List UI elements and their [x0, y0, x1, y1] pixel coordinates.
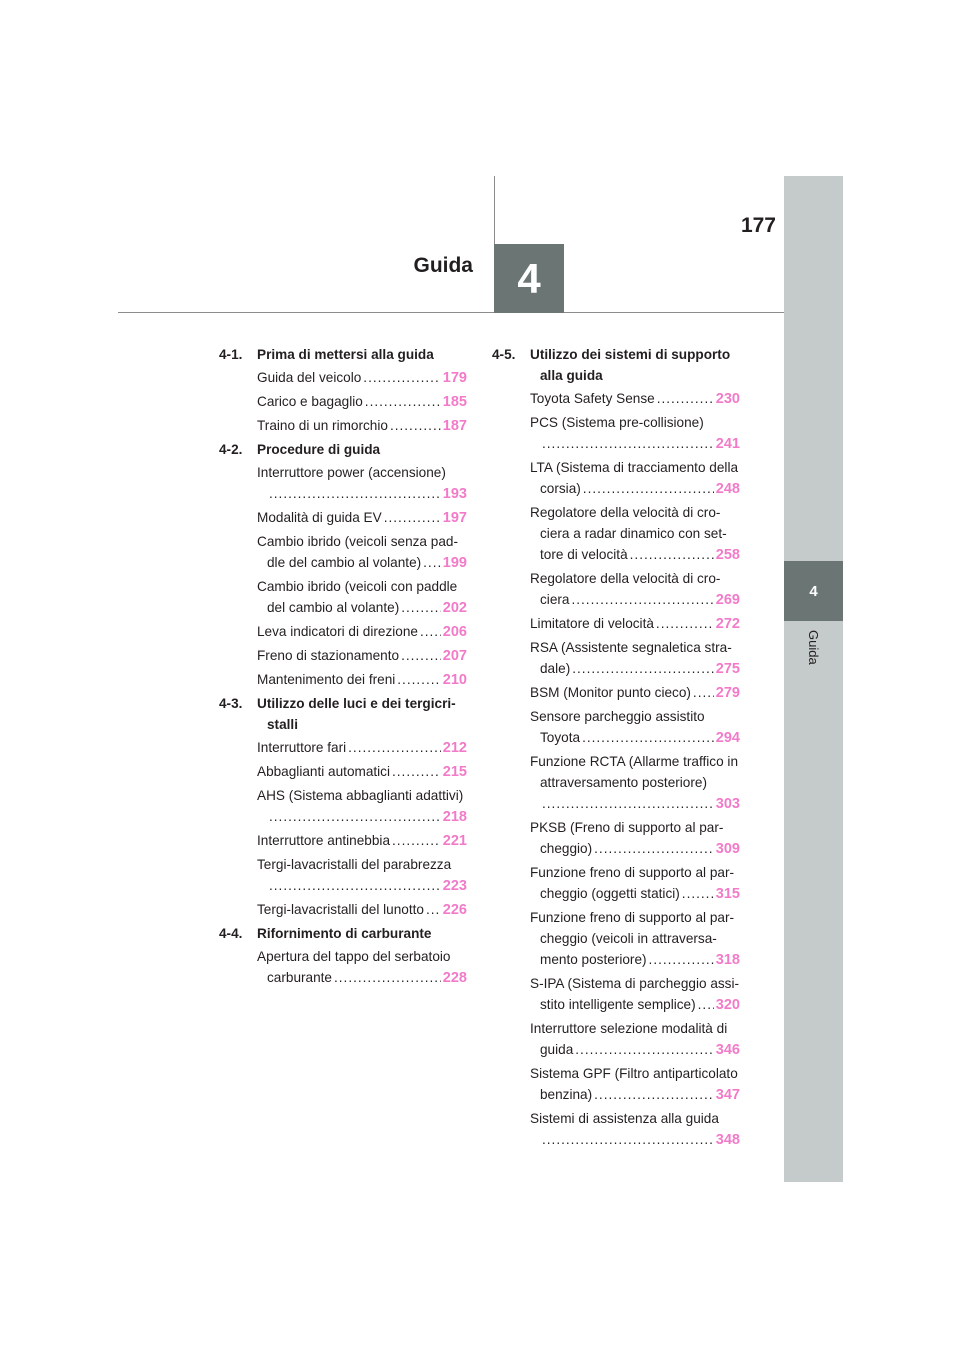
entry-leader-row	[530, 658, 740, 680]
page-reference-link[interactable]: 212	[442, 740, 467, 756]
dot-leader	[269, 806, 441, 827]
entry-text-line: Limitatore di velocità	[530, 616, 654, 631]
toc-entry[interactable]	[257, 899, 467, 921]
entry-text-line: BSM (Monitor punto cieco)	[530, 685, 691, 700]
entry-text-line: Modalità di guida EV	[257, 510, 382, 525]
page-reference-link[interactable]: 279	[715, 685, 740, 701]
entry-leader-row	[257, 967, 467, 989]
page-reference-link[interactable]: 315	[715, 886, 740, 902]
entry-leader-row	[530, 883, 740, 905]
toc-entry[interactable]	[257, 576, 467, 619]
entry-text-line: corsia)	[540, 481, 581, 496]
entry-leader-row	[257, 669, 467, 691]
entry-text-line: Interruttore antinebbia	[257, 833, 391, 848]
entry-text-line: Regolatore della velocità di cro-	[530, 505, 721, 520]
entry-text-line: guida	[540, 1042, 574, 1057]
dot-leader	[594, 1084, 714, 1105]
section-title-line: Rifornimento di carburante	[257, 926, 432, 941]
entry-text-line: Interruttore selezione modalità di	[530, 1021, 728, 1036]
page-reference-link[interactable]: 197	[442, 510, 467, 526]
entry-text-line: Apertura del tappo del serbatoio	[257, 949, 451, 964]
page-reference-link[interactable]: 303	[715, 796, 740, 812]
page-reference-link[interactable]: 272	[715, 616, 740, 632]
toc-entry[interactable]	[257, 367, 467, 389]
page-reference-link[interactable]: 223	[442, 878, 467, 894]
header-divider-vertical	[494, 176, 495, 244]
entry-leader-row	[530, 838, 740, 860]
entry-leader-row	[257, 367, 467, 389]
toc-entry[interactable]	[530, 706, 740, 749]
entry-leader-row	[530, 544, 740, 566]
toc-entry[interactable]	[530, 568, 740, 611]
entry-text-line: Interruttore fari	[257, 740, 347, 755]
entry-text-line: stito intelligente semplice)	[540, 997, 696, 1012]
dot-leader	[571, 589, 713, 610]
entry-text-line: Sensore parcheggio assistito	[530, 709, 705, 724]
toc-entry[interactable]	[530, 907, 740, 971]
dot-leader	[698, 994, 714, 1015]
entry-leader-row	[530, 1084, 740, 1106]
dot-leader	[334, 967, 441, 988]
toc-section-heading	[219, 439, 467, 460]
toc-entry[interactable]	[257, 507, 467, 529]
entry-text-line: Leva indicatori di direzione	[257, 624, 418, 639]
page-reference-link[interactable]: 309	[715, 841, 740, 857]
dot-leader	[630, 544, 714, 565]
entry-text-line: cheggio (veicoli in attraversa-	[540, 931, 717, 946]
section-number: 4-5.	[492, 347, 516, 362]
chapter-title: Guida	[413, 254, 473, 277]
toc-entry[interactable]	[257, 531, 467, 574]
toc-entry[interactable]	[257, 645, 467, 667]
page-reference-link[interactable]: 258	[715, 547, 740, 563]
page-reference-link[interactable]: 207	[442, 648, 467, 664]
toc-entry[interactable]	[257, 462, 467, 505]
entry-leader-row	[530, 613, 740, 635]
entry-text-line: Toyota	[540, 730, 581, 745]
entry-text-line: Traino di un rimorchio	[257, 418, 388, 433]
section-title-line: Utilizzo delle luci e dei tergicri-	[257, 696, 456, 711]
toc-entry[interactable]	[257, 391, 467, 413]
page-reference-link[interactable]: 187	[442, 418, 467, 434]
toc-column-right	[492, 344, 740, 1153]
section-title-line: stalli	[267, 717, 298, 732]
page-reference-link[interactable]: 318	[715, 952, 740, 968]
entry-leader-row	[257, 806, 467, 828]
entry-text-line: PKSB (Freno di supporto al par-	[530, 820, 724, 835]
toc-entry[interactable]	[530, 388, 740, 410]
section-number: 4-2.	[219, 442, 243, 457]
entry-text-line: Freno di stazionamento	[257, 648, 400, 663]
entry-leader-row	[257, 391, 467, 413]
side-chapter-tab[interactable]: 4	[784, 561, 843, 621]
entry-text-line: attraversamento posteriore)	[540, 775, 707, 790]
entry-leader-row	[257, 621, 467, 643]
entry-leader-row	[257, 483, 467, 505]
entry-leader-row	[257, 415, 467, 437]
entry-text-line: Guida del veicolo	[257, 370, 362, 385]
page-reference-link[interactable]: 248	[715, 481, 740, 497]
entry-leader-row	[257, 899, 467, 921]
dot-leader	[392, 761, 441, 782]
page-reference-link[interactable]: 206	[442, 624, 467, 640]
entry-text-line: Tergi-lavacristalli del lunotto	[257, 902, 424, 917]
page-reference-link[interactable]: 275	[715, 661, 740, 677]
entry-leader-row	[257, 875, 467, 897]
dot-leader	[363, 367, 441, 388]
chapter-number-box: 4	[494, 244, 564, 313]
entry-leader-row	[530, 949, 740, 971]
entry-leader-row	[530, 793, 740, 815]
entry-text-line: Cambio ibrido (veicoli con paddle	[257, 579, 458, 594]
dot-leader	[392, 830, 441, 851]
toc-section-heading	[219, 344, 467, 365]
entry-text-line: del cambio al volante)	[267, 600, 400, 615]
page-reference-link[interactable]: 346	[715, 1042, 740, 1058]
dot-leader	[572, 658, 714, 679]
toc-entry[interactable]	[257, 669, 467, 691]
entry-text-line: Mantenimento dei freni	[257, 672, 396, 687]
toc-entry[interactable]	[530, 637, 740, 680]
entry-leader-row	[530, 478, 740, 500]
entry-text-line: cheggio (oggetti statici)	[540, 886, 680, 901]
toc-entry[interactable]	[257, 785, 467, 828]
entry-text-line: tore di velocità	[540, 547, 628, 562]
header-divider-horizontal	[118, 312, 784, 313]
entry-text-line: Toyota Safety Sense	[530, 391, 655, 406]
dot-leader	[649, 949, 714, 970]
toc-entry[interactable]	[530, 1108, 740, 1151]
entry-text-line: LTA (Sistema di tracciamento della	[530, 460, 739, 475]
toc-entry[interactable]	[530, 751, 740, 815]
toc-section-heading	[219, 693, 467, 735]
dot-leader	[582, 727, 714, 748]
entry-leader-row	[257, 552, 467, 574]
toc-entry[interactable]	[530, 1018, 740, 1061]
entry-text-line: ciera	[540, 592, 570, 607]
dot-leader	[397, 669, 441, 690]
entry-text-line: mento posteriore)	[540, 952, 647, 967]
dot-leader	[542, 1129, 714, 1150]
entry-leader-row	[530, 994, 740, 1016]
entry-leader-row	[530, 433, 740, 455]
dot-leader	[657, 388, 714, 409]
dot-leader	[594, 838, 714, 859]
page-reference-link[interactable]: 228	[442, 970, 467, 986]
page-reference-link[interactable]: 193	[442, 486, 467, 502]
toc-entry[interactable]	[257, 854, 467, 897]
dot-leader	[384, 507, 441, 528]
entry-text-line: Regolatore della velocità di cro-	[530, 571, 721, 586]
entry-text-line: Tergi-lavacristalli del parabrezza	[257, 857, 452, 872]
entry-text-line: S-IPA (Sistema di parcheggio assi-	[530, 976, 740, 991]
page-reference-link[interactable]: 199	[442, 555, 467, 571]
toc-entry[interactable]	[530, 412, 740, 455]
entry-text-line: PCS (Sistema pre-collisione)	[530, 415, 704, 430]
entry-text-line: Carico e bagaglio	[257, 394, 363, 409]
entry-leader-row	[257, 507, 467, 529]
toc-entry[interactable]	[530, 1063, 740, 1106]
dot-leader	[348, 737, 441, 758]
entry-leader-row	[257, 597, 467, 619]
entry-text-line: dale)	[540, 661, 571, 676]
dot-leader	[401, 645, 441, 666]
toc-entry[interactable]	[257, 415, 467, 437]
entry-text-line: AHS (Sistema abbaglianti adattivi)	[257, 788, 464, 803]
entry-text-line: RSA (Assistente segnaletica stra-	[530, 640, 732, 655]
dot-leader	[269, 483, 441, 504]
section-title-line: alla guida	[540, 368, 603, 383]
toc-entry[interactable]	[257, 946, 467, 989]
page-reference-link[interactable]: 294	[715, 730, 740, 746]
entry-text-line: cheggio)	[540, 841, 593, 856]
entry-leader-row	[257, 761, 467, 783]
entry-leader-row	[530, 1039, 740, 1061]
toc-entry[interactable]	[530, 817, 740, 860]
page-number: 177	[740, 214, 776, 237]
page-reference-link[interactable]: 226	[442, 902, 467, 918]
entry-text-line: Cambio ibrido (veicoli senza pad-	[257, 534, 458, 549]
dot-leader	[423, 552, 441, 573]
page-reference-link[interactable]: 348	[715, 1132, 740, 1148]
toc-section-heading	[492, 344, 740, 386]
entry-text-line: Sistemi di assistenza alla guida	[530, 1111, 719, 1126]
toc-entry[interactable]	[530, 613, 740, 635]
page-reference-link[interactable]: 185	[442, 394, 467, 410]
entry-leader-row	[257, 645, 467, 667]
dot-leader	[401, 597, 441, 618]
side-chapter-label: Guida	[806, 630, 821, 665]
entry-text-line: dle del cambio al volante)	[267, 555, 422, 570]
toc-entry[interactable]	[257, 621, 467, 643]
entry-leader-row	[530, 727, 740, 749]
entry-leader-row	[530, 1129, 740, 1151]
dot-leader	[426, 899, 441, 920]
dot-leader	[269, 875, 441, 896]
page-reference-link[interactable]: 230	[715, 391, 740, 407]
page-reference-link[interactable]: 218	[442, 809, 467, 825]
dot-leader	[390, 415, 441, 436]
page-reference-link[interactable]: 202	[442, 600, 467, 616]
entry-text-line: benzina)	[540, 1087, 593, 1102]
toc-column-left	[219, 344, 467, 991]
entry-text-line: Abbaglianti automatici	[257, 764, 390, 779]
entry-leader-row	[257, 737, 467, 759]
dot-leader	[542, 793, 714, 814]
section-title-line: Utilizzo dei sistemi di supporto	[530, 347, 731, 362]
dot-leader	[542, 433, 714, 454]
page-reference-link[interactable]: 241	[715, 436, 740, 452]
entry-text-line: carburante	[267, 970, 332, 985]
dot-leader	[656, 613, 714, 634]
toc-entry[interactable]	[530, 973, 740, 1016]
entry-text-line: Funzione freno di supporto al par-	[530, 910, 735, 925]
toc-entry[interactable]	[257, 737, 467, 759]
toc-section-heading	[219, 923, 467, 944]
page-reference-link[interactable]: 320	[715, 997, 740, 1013]
page-reference-link[interactable]: 215	[442, 764, 467, 780]
entry-text-line: Funzione freno di supporto al par-	[530, 865, 735, 880]
toc-entry[interactable]	[257, 830, 467, 852]
entry-leader-row	[530, 589, 740, 611]
entry-leader-row	[530, 388, 740, 410]
dot-leader	[575, 1039, 714, 1060]
dot-leader	[365, 391, 441, 412]
section-title-line: Procedure di guida	[257, 442, 381, 457]
entry-leader-row	[530, 682, 740, 704]
page-reference-link[interactable]: 179	[442, 370, 467, 386]
section-title-line: Prima di mettersi alla guida	[257, 347, 434, 362]
page-reference-link[interactable]: 210	[442, 672, 467, 688]
dot-leader	[583, 478, 714, 499]
entry-text-line: Interruttore power (accensione)	[257, 465, 446, 480]
entry-text-line: Sistema GPF (Filtro antiparticolato	[530, 1066, 738, 1081]
entry-leader-row	[257, 830, 467, 852]
toc-entry[interactable]	[257, 761, 467, 783]
toc-entry[interactable]	[530, 457, 740, 500]
dot-leader	[420, 621, 441, 642]
page-reference-link[interactable]: 221	[442, 833, 467, 849]
entry-text-line: ciera a radar dinamico con set-	[540, 526, 727, 541]
toc-entry[interactable]	[530, 862, 740, 905]
toc-entry[interactable]	[530, 682, 740, 704]
dot-leader	[693, 682, 714, 703]
section-number: 4-4.	[219, 926, 243, 941]
entry-text-line: Funzione RCTA (Allarme traffico in	[530, 754, 739, 769]
section-number: 4-3.	[219, 696, 243, 711]
dot-leader	[682, 883, 714, 904]
page-reference-link[interactable]: 269	[715, 592, 740, 608]
toc-entry[interactable]	[530, 502, 740, 566]
page-reference-link[interactable]: 347	[715, 1087, 740, 1103]
section-number: 4-1.	[219, 347, 243, 362]
